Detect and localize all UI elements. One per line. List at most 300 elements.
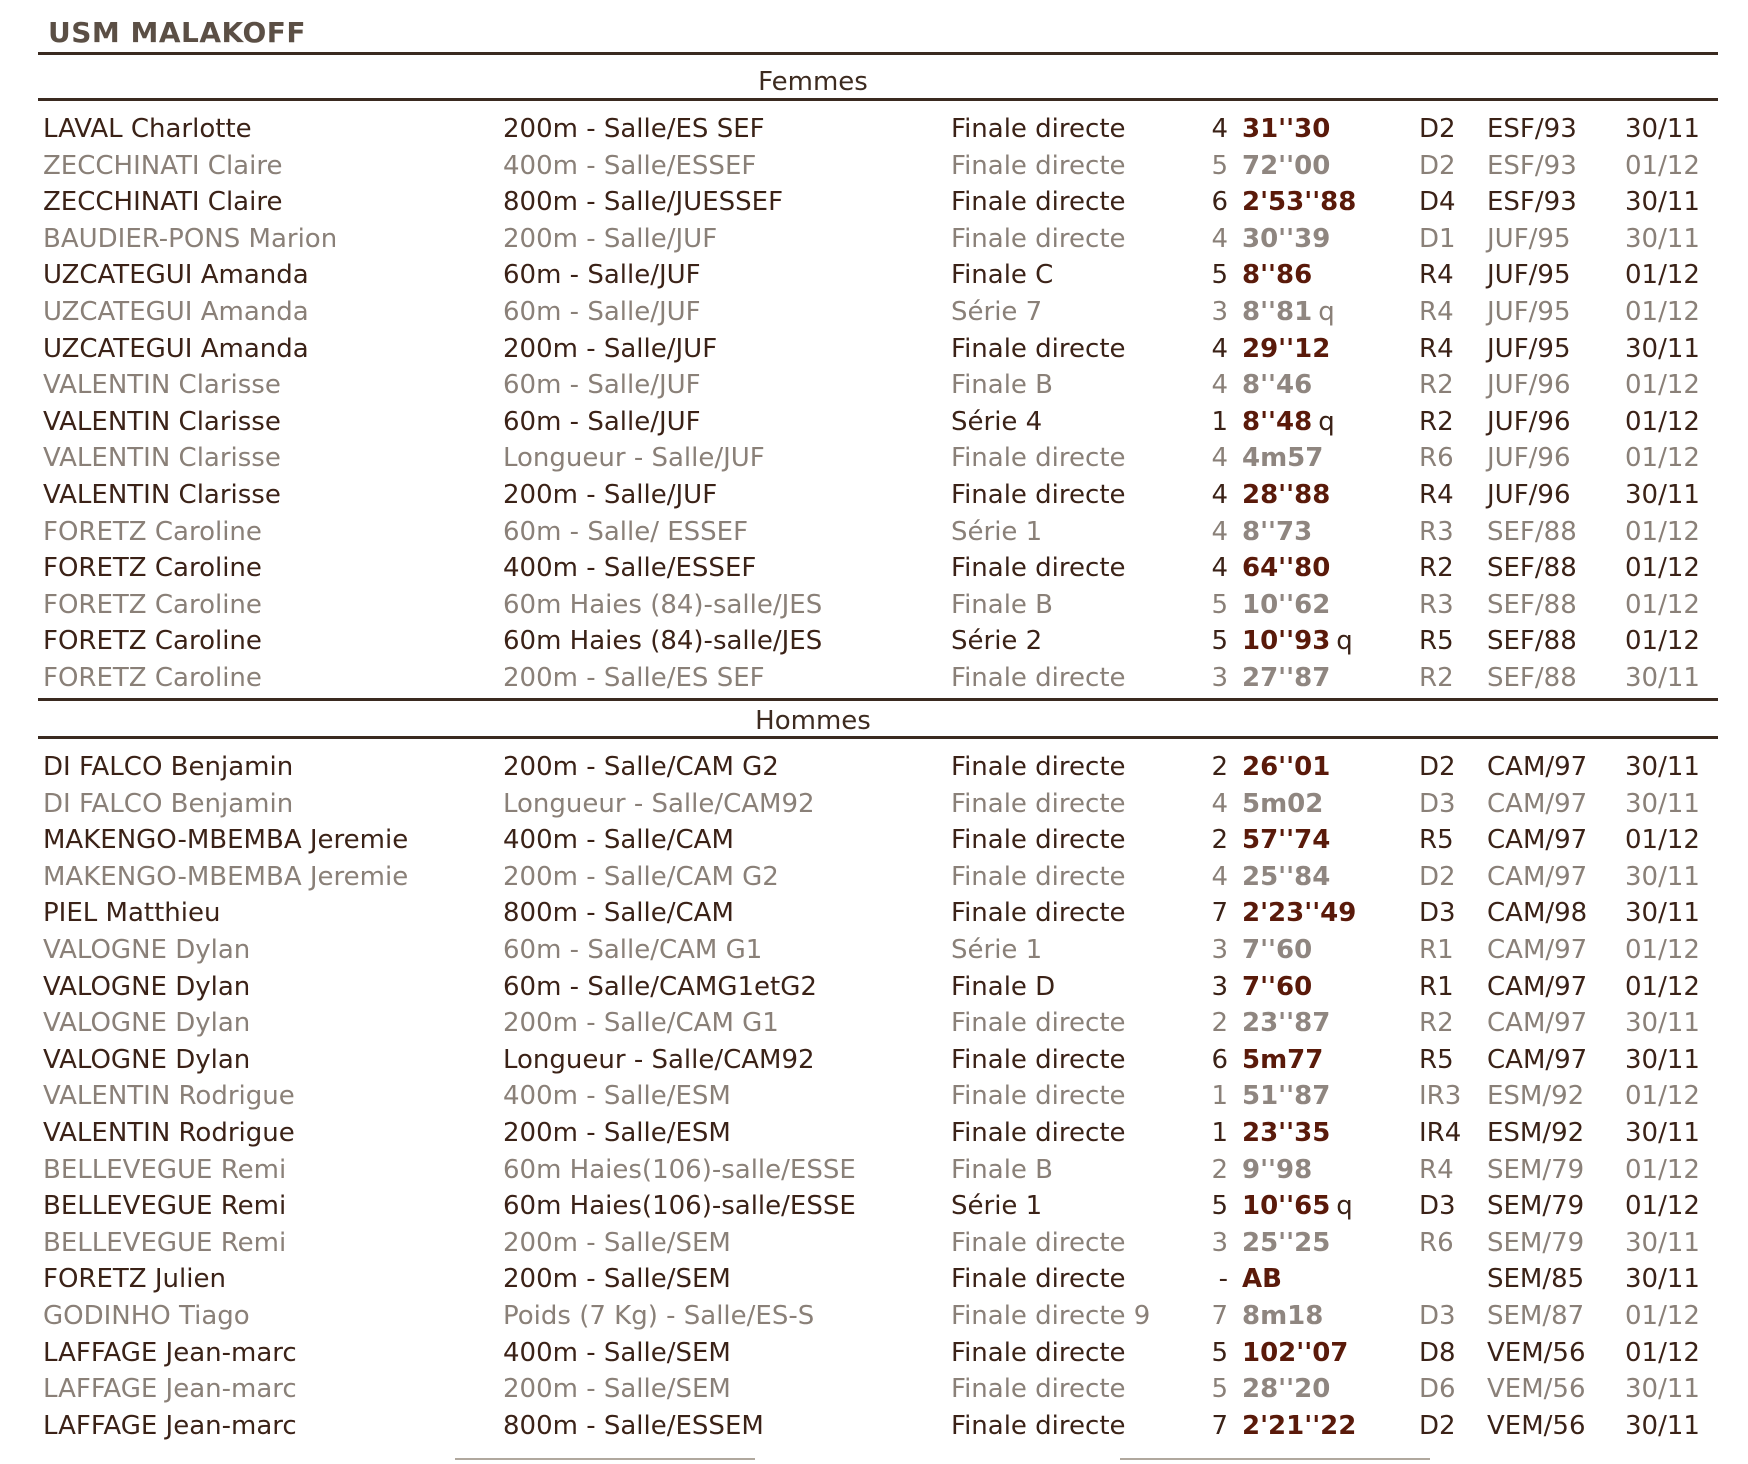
athlete-name: BELLEVEGUE Remi (43, 1191, 287, 1222)
event-name: Longueur - Salle/CAM92 (503, 1044, 815, 1075)
performance-value: 102''07 (1242, 1337, 1349, 1368)
athlete-name: MAKENGO-MBEMBA Jeremie (43, 825, 409, 856)
performance (1242, 752, 1336, 782)
place: 2 (1211, 825, 1228, 856)
header-rule (38, 52, 1718, 55)
place: 3 (1211, 662, 1228, 693)
level: R3 (1419, 589, 1454, 620)
athlete-name: VALOGNE Dylan (43, 934, 251, 965)
place: 7 (1211, 1410, 1228, 1441)
qualification-mark: q (1336, 626, 1353, 657)
level: R5 (1419, 825, 1454, 856)
result-row (38, 224, 1718, 261)
category: CAM/97 (1487, 825, 1588, 856)
performance-value: 8''86 (1242, 260, 1313, 291)
athlete-name: VALOGNE Dylan (43, 971, 251, 1002)
performance-value: 8''81 (1242, 296, 1313, 327)
event-name: 60m - Salle/JUF (503, 260, 701, 291)
performance (1242, 663, 1336, 693)
round-name: Finale directe (951, 1227, 1126, 1258)
category: ESF/93 (1487, 187, 1577, 218)
level: R6 (1419, 1227, 1454, 1258)
performance (1242, 443, 1329, 473)
performance (1242, 935, 1318, 965)
performance (1242, 151, 1336, 181)
place: 5 (1211, 1374, 1228, 1405)
level: R3 (1419, 516, 1454, 547)
event-name: 60m Haies (84)-salle/JES (503, 589, 823, 620)
performance-value: 29''12 (1242, 333, 1331, 364)
result-row (38, 935, 1718, 972)
athlete-name: VALENTIN Clarisse (43, 443, 281, 474)
level: D4 (1419, 187, 1456, 218)
round-name: Finale directe (951, 223, 1126, 254)
round-name: Finale directe (951, 479, 1126, 510)
event-name: 800m - Salle/CAM (503, 898, 734, 929)
performance (1242, 1374, 1336, 1404)
category: ESM/92 (1487, 1081, 1585, 1112)
level: R4 (1419, 1154, 1454, 1185)
date: 30/11 (1625, 1374, 1700, 1405)
performance-value: 7''60 (1242, 934, 1313, 965)
date: 01/12 (1625, 150, 1700, 181)
round-name: Série 1 (951, 934, 1043, 965)
level: D1 (1419, 223, 1456, 254)
performance-value: 23''87 (1242, 1008, 1331, 1039)
category: SEF/88 (1487, 553, 1577, 584)
place: 2 (1211, 752, 1228, 782)
round-name: Finale directe (951, 187, 1126, 218)
event-name: 60m - Salle/JUF (503, 296, 701, 327)
level: R2 (1419, 1008, 1454, 1039)
level: D6 (1419, 1374, 1456, 1405)
level: R2 (1419, 406, 1454, 437)
category: JUF/96 (1487, 479, 1571, 510)
qualification-mark: q (1336, 1191, 1353, 1222)
date: 01/12 (1625, 516, 1700, 547)
result-row (38, 789, 1718, 826)
performance (1242, 789, 1329, 819)
performance (1242, 825, 1336, 855)
date: 30/11 (1625, 1008, 1700, 1039)
performance (1242, 1338, 1354, 1368)
qualification-mark: q (1318, 406, 1335, 437)
performance-value: 5m02 (1242, 788, 1324, 819)
category: CAM/97 (1487, 1044, 1588, 1075)
round-name: Finale directe (951, 825, 1126, 856)
performance-value: 10''65 (1242, 1191, 1331, 1222)
result-row (38, 590, 1718, 627)
level: R2 (1419, 662, 1454, 693)
bottom-rule-left (455, 1458, 755, 1460)
level: R6 (1419, 443, 1454, 474)
place: 1 (1211, 1081, 1228, 1112)
performance-value: 8''46 (1242, 370, 1313, 401)
result-row (38, 1045, 1718, 1082)
result-row (38, 626, 1718, 663)
athlete-name: UZCATEGUI Amanda (43, 296, 309, 327)
date: 01/12 (1625, 1081, 1700, 1112)
result-row (38, 1264, 1718, 1301)
performance-value: 2'23''49 (1242, 898, 1357, 929)
performance (1242, 1118, 1336, 1148)
performance-value: 10''62 (1242, 589, 1331, 620)
level: D2 (1419, 150, 1456, 181)
event-name: 400m - Salle/ESM (503, 1081, 731, 1112)
category: ESF/93 (1487, 150, 1577, 181)
category: CAM/97 (1487, 1008, 1588, 1039)
performance (1242, 517, 1318, 547)
performance (1242, 1228, 1336, 1258)
athlete-name: UZCATEGUI Amanda (43, 260, 309, 291)
result-row (38, 1118, 1718, 1155)
performance-value: 27''87 (1242, 662, 1331, 693)
level: R5 (1419, 626, 1454, 657)
result-row (38, 151, 1718, 188)
category: JUF/95 (1487, 260, 1571, 291)
level: R1 (1419, 971, 1454, 1002)
performance (1242, 1045, 1329, 1075)
result-row (38, 517, 1718, 554)
athlete-name: BELLEVEGUE Remi (43, 1227, 287, 1258)
round-name: Finale directe (951, 662, 1126, 693)
place: 5 (1211, 1337, 1228, 1368)
place: 3 (1211, 1227, 1228, 1258)
performance-value: 2'21''22 (1242, 1410, 1357, 1441)
round-name: Finale C (951, 260, 1054, 291)
level: R2 (1419, 370, 1454, 401)
place: 4 (1211, 114, 1228, 144)
level: R4 (1419, 479, 1454, 510)
place: 4 (1211, 223, 1228, 254)
date: 30/11 (1625, 187, 1700, 218)
club-title: USM MALAKOFF (48, 16, 307, 49)
round-name: Finale directe (951, 1117, 1126, 1148)
date: 01/12 (1625, 1300, 1700, 1331)
level: IR4 (1419, 1117, 1462, 1148)
place: 1 (1211, 406, 1228, 437)
performance (1242, 1264, 1288, 1294)
performance-value: 9''98 (1242, 1154, 1313, 1185)
bottom-rule-right (1120, 1458, 1430, 1460)
category: SEM/79 (1487, 1227, 1585, 1258)
round-name: Finale directe (951, 1374, 1126, 1405)
category: VEM/56 (1487, 1337, 1586, 1368)
category: CAM/97 (1487, 788, 1588, 819)
round-name: Finale directe (951, 752, 1126, 782)
category: SEM/85 (1487, 1264, 1585, 1295)
qualification-mark: q (1318, 296, 1335, 327)
performance (1242, 1191, 1353, 1221)
round-name: Finale directe (951, 1081, 1126, 1112)
performance (1242, 407, 1335, 437)
result-row (38, 898, 1718, 935)
place: 4 (1211, 333, 1228, 364)
round-name: Série 1 (951, 516, 1043, 547)
performance (1242, 898, 1362, 928)
athlete-name: VALENTIN Clarisse (43, 370, 281, 401)
result-row (38, 260, 1718, 297)
date: 01/12 (1625, 443, 1700, 474)
performance (1242, 114, 1336, 144)
performance (1242, 480, 1336, 510)
category: SEF/88 (1487, 662, 1577, 693)
athlete-name: DI FALCO Benjamin (43, 788, 294, 819)
result-row (38, 1155, 1718, 1192)
level: D3 (1419, 788, 1456, 819)
performance (1242, 862, 1336, 892)
level: R4 (1419, 333, 1454, 364)
athlete-name: VALENTIN Rodrigue (43, 1081, 295, 1112)
category: JUF/96 (1487, 370, 1571, 401)
round-name: Finale directe (951, 443, 1126, 474)
section-title-hommes: Hommes (755, 706, 871, 736)
event-name: 200m - Salle/ES SEF (503, 114, 765, 144)
athlete-name: FORETZ Caroline (43, 553, 262, 584)
event-name: 200m - Salle/JUF (503, 479, 718, 510)
performance (1242, 626, 1353, 656)
result-row (38, 553, 1718, 590)
place: 4 (1211, 553, 1228, 584)
date: 30/11 (1625, 1410, 1700, 1441)
place: 7 (1211, 898, 1228, 929)
place: 5 (1211, 626, 1228, 657)
date: 30/11 (1625, 898, 1700, 929)
round-name: Finale directe (951, 553, 1126, 584)
result-row (38, 1008, 1718, 1045)
athlete-name: ZECCHINATI Claire (43, 187, 283, 218)
round-name: Finale directe (951, 898, 1126, 929)
date: 01/12 (1625, 825, 1700, 856)
result-row (38, 752, 1718, 789)
place: 7 (1211, 1300, 1228, 1331)
level: D8 (1419, 1337, 1456, 1368)
event-name: 60m - Salle/JUF (503, 370, 701, 401)
performance-value: 8m18 (1242, 1300, 1324, 1331)
place: 2 (1211, 1008, 1228, 1039)
athlete-name: VALENTIN Clarisse (43, 479, 281, 510)
round-name: Finale directe (951, 861, 1126, 892)
performance-value: 7''60 (1242, 971, 1313, 1002)
result-row (38, 297, 1718, 334)
performance (1242, 553, 1336, 583)
athlete-name: LAFFAGE Jean-marc (43, 1410, 297, 1441)
place: 3 (1211, 971, 1228, 1002)
event-name: 400m - Salle/CAM (503, 825, 734, 856)
category: CAM/97 (1487, 861, 1588, 892)
event-name: 200m - Salle/SEM (503, 1227, 731, 1258)
performance-value: 4m57 (1242, 443, 1324, 474)
level: D3 (1419, 1300, 1456, 1331)
place: 5 (1211, 150, 1228, 181)
athlete-name: BELLEVEGUE Remi (43, 1154, 287, 1185)
round-name: Finale B (951, 1154, 1054, 1185)
result-row (38, 972, 1718, 1009)
performance (1242, 370, 1318, 400)
performance-value: 51''87 (1242, 1081, 1331, 1112)
category: CAM/97 (1487, 752, 1588, 782)
result-row (38, 1411, 1718, 1448)
category: VEM/56 (1487, 1374, 1586, 1405)
level: D2 (1419, 114, 1456, 144)
date: 01/12 (1625, 971, 1700, 1002)
result-row (38, 114, 1718, 151)
event-name: 60m Haies (84)-salle/JES (503, 626, 823, 657)
round-name: Finale directe (951, 1044, 1126, 1075)
result-row (38, 334, 1718, 371)
category: JUF/95 (1487, 296, 1571, 327)
performance-value: 2'53''88 (1242, 187, 1357, 218)
result-row (38, 480, 1718, 517)
level: IR3 (1419, 1081, 1462, 1112)
result-row (38, 1081, 1718, 1118)
performance-value: 25''84 (1242, 861, 1331, 892)
place: 4 (1211, 788, 1228, 819)
performance (1242, 297, 1335, 327)
athlete-name: PIEL Matthieu (43, 898, 221, 929)
round-name: Finale directe (951, 1410, 1126, 1441)
performance (1242, 972, 1318, 1002)
performance-value: 10''93 (1242, 626, 1331, 657)
round-name: Finale directe (951, 1264, 1126, 1295)
result-row (38, 862, 1718, 899)
round-name: Finale directe (951, 150, 1126, 181)
place: 4 (1211, 861, 1228, 892)
performance-value: 64''80 (1242, 553, 1331, 584)
event-name: 400m - Salle/ESSEF (503, 553, 757, 584)
date: 01/12 (1625, 260, 1700, 291)
category: SEF/88 (1487, 516, 1577, 547)
date: 30/11 (1625, 861, 1700, 892)
date: 30/11 (1625, 114, 1700, 144)
athlete-name: ZECCHINATI Claire (43, 150, 283, 181)
round-name: Finale directe (951, 333, 1126, 364)
results-list-femmes (38, 114, 1718, 700)
date: 01/12 (1625, 1154, 1700, 1185)
category: JUF/95 (1487, 223, 1571, 254)
event-name: 400m - Salle/SEM (503, 1337, 731, 1368)
round-name: Finale B (951, 589, 1054, 620)
performance-value: 72''00 (1242, 150, 1331, 181)
place: 4 (1211, 443, 1228, 474)
event-name: Longueur - Salle/JUF (503, 443, 765, 474)
result-row (38, 407, 1718, 444)
event-name: 200m - Salle/JUF (503, 333, 718, 364)
performance (1242, 334, 1336, 364)
event-name: 200m - Salle/ESM (503, 1117, 731, 1148)
result-row (38, 370, 1718, 407)
event-name: 200m - Salle/JUF (503, 223, 718, 254)
result-row (38, 825, 1718, 862)
performance-value: 8''73 (1242, 516, 1313, 547)
section-rule-top-hommes-b (38, 736, 1718, 739)
date: 30/11 (1625, 333, 1700, 364)
performance-value: 23''35 (1242, 1117, 1331, 1148)
performance-value: 30''39 (1242, 223, 1331, 254)
performance (1242, 187, 1362, 217)
level: D2 (1419, 861, 1456, 892)
date: 01/12 (1625, 626, 1700, 657)
athlete-name: DI FALCO Benjamin (43, 752, 294, 782)
category: SEF/88 (1487, 589, 1577, 620)
round-name: Finale B (951, 370, 1054, 401)
category: CAM/97 (1487, 934, 1588, 965)
performance-value: 57''74 (1242, 825, 1331, 856)
athlete-name: FORETZ Julien (43, 1264, 226, 1295)
place: 4 (1211, 370, 1228, 401)
athlete-name: VALENTIN Rodrigue (43, 1117, 295, 1148)
level: D3 (1419, 898, 1456, 929)
performance-value: 25''25 (1242, 1227, 1331, 1258)
place: 5 (1211, 589, 1228, 620)
date: 01/12 (1625, 406, 1700, 437)
result-row (38, 443, 1718, 480)
result-row (38, 1191, 1718, 1228)
date: 01/12 (1625, 589, 1700, 620)
athlete-name: LAFFAGE Jean-marc (43, 1374, 297, 1405)
place: 6 (1211, 1044, 1228, 1075)
date: 30/11 (1625, 1264, 1700, 1295)
result-row (38, 1374, 1718, 1411)
event-name: Poids (7 Kg) - Salle/ES-S (503, 1300, 815, 1331)
performance-value: 28''88 (1242, 479, 1331, 510)
event-name: 800m - Salle/ESSEM (503, 1410, 764, 1441)
date: 01/12 (1625, 296, 1700, 327)
result-row (38, 1228, 1718, 1265)
round-name: Finale directe (951, 1008, 1126, 1039)
event-name: 200m - Salle/SEM (503, 1264, 731, 1295)
performance-value: 5m77 (1242, 1044, 1324, 1075)
level: R4 (1419, 260, 1454, 291)
performance (1242, 1301, 1329, 1331)
event-name: 400m - Salle/ESSEF (503, 150, 757, 181)
date: 30/11 (1625, 1227, 1700, 1258)
athlete-name: MAKENGO-MBEMBA Jeremie (43, 861, 409, 892)
category: ESF/93 (1487, 114, 1577, 144)
place: 1 (1211, 1117, 1228, 1148)
athlete-name: FORETZ Caroline (43, 626, 262, 657)
round-name: Finale directe 9 (951, 1300, 1151, 1331)
event-name: 60m Haies(106)-salle/ESSE (503, 1191, 856, 1222)
date: 01/12 (1625, 1337, 1700, 1368)
date: 30/11 (1625, 788, 1700, 819)
category: VEM/56 (1487, 1410, 1586, 1441)
event-name: 800m - Salle/JUESSEF (503, 187, 784, 218)
event-name: 60m - Salle/JUF (503, 406, 701, 437)
performance (1242, 1155, 1318, 1185)
category: JUF/95 (1487, 333, 1571, 364)
place: 5 (1211, 260, 1228, 291)
athlete-name: GODINHO Tiago (43, 1300, 250, 1331)
athlete-name: FORETZ Caroline (43, 662, 262, 693)
event-name: Longueur - Salle/CAM92 (503, 788, 815, 819)
performance (1242, 590, 1336, 620)
performance (1242, 1411, 1362, 1441)
date: 01/12 (1625, 370, 1700, 401)
date: 30/11 (1625, 1117, 1700, 1148)
level: D3 (1419, 1191, 1456, 1222)
place: 3 (1211, 934, 1228, 965)
place: 2 (1211, 1154, 1228, 1185)
result-row (38, 663, 1718, 700)
athlete-name: BAUDIER-PONS Marion (43, 223, 338, 254)
athlete-name: VALOGNE Dylan (43, 1044, 251, 1075)
section-rule-top-femmes (38, 98, 1718, 101)
category: ESM/92 (1487, 1117, 1585, 1148)
athlete-name: VALENTIN Clarisse (43, 406, 281, 437)
results-list-hommes (38, 752, 1718, 1447)
date: 30/11 (1625, 479, 1700, 510)
